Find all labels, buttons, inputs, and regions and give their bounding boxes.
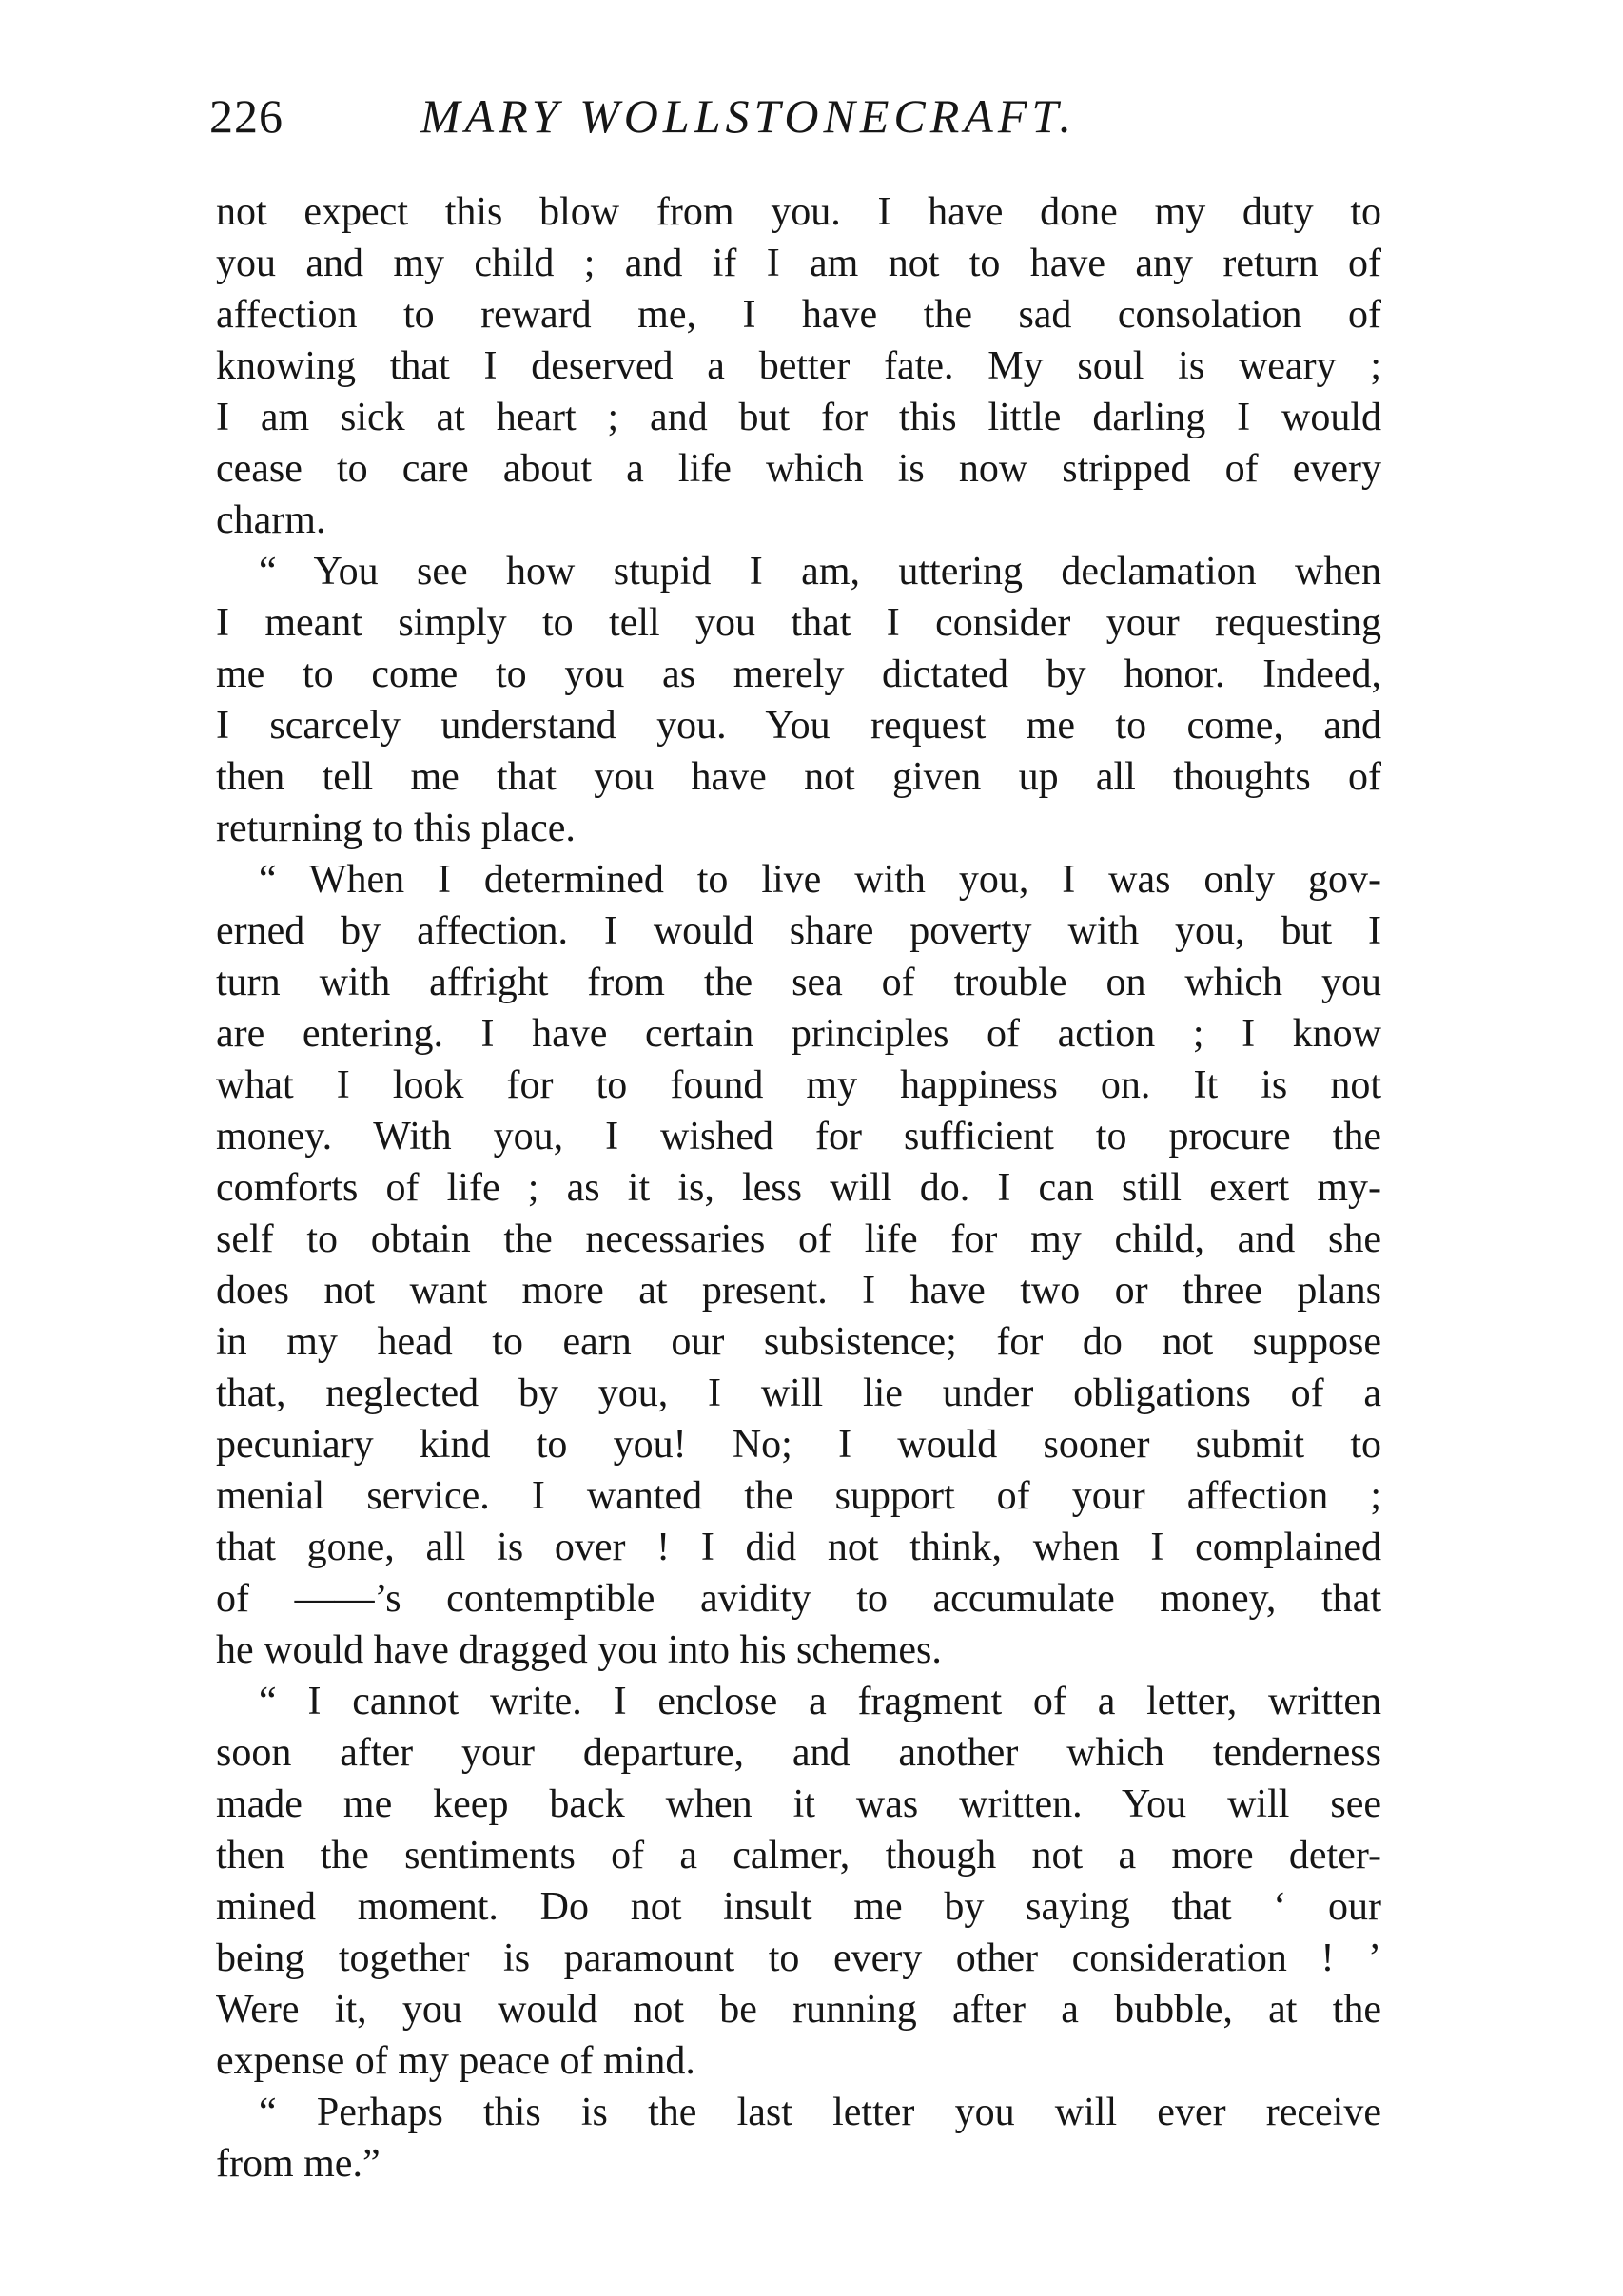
text-line: made me keep back when it was written. You will see — [216, 1782, 1381, 1826]
text-line: money. With you, I wished for sufficient to procure the — [216, 1115, 1381, 1158]
text-line: does not want more at present. I have two or three plans — [216, 1269, 1381, 1313]
page-header — [209, 78, 1446, 154]
text-line: of ——’s contemptible avidity to accumulate money, that — [216, 1577, 1381, 1621]
text-line: “ When I determined to live with you, I was only gov- — [259, 858, 1381, 902]
text-line: Were it, you would not be running after a bubble, at the — [216, 1988, 1381, 2032]
text-line: I scarcely understand you. You request me to come, and — [216, 704, 1381, 748]
text-line: mined moment. Do not insult me by saying that ‘ our — [216, 1885, 1381, 1929]
text-line: that gone, all is over ! I did not think, when I complained — [216, 1526, 1381, 1569]
text-line: I meant simply to tell you that I consider your requesting — [216, 601, 1381, 645]
body-text — [216, 186, 1381, 2189]
text-line: “ Perhaps this is the last letter you will ever receive — [259, 2091, 1381, 2134]
text-line: what I look for to found my happiness on. It is not — [216, 1063, 1381, 1107]
text-line: cease to care about a life which is now stripped of every — [216, 447, 1381, 491]
text-line: in my head to earn our subsistence; for do not suppose — [216, 1320, 1381, 1364]
text-line: expense of my peace of mind. — [216, 2039, 695, 2083]
text-line: menial service. I wanted the support of your affection ; — [216, 1474, 1381, 1518]
text-line: I am sick at heart ; and but for this little darling I would — [216, 396, 1381, 439]
text-line: he would have dragged you into his schemes. — [216, 1628, 942, 1672]
text-line: me to come to you as merely dictated by honor. Indeed, — [216, 652, 1381, 696]
text-line: knowing that I deserved a better fate. My soul is weary ; — [216, 344, 1381, 388]
text-line: then tell me that you have not given up all thoughts of — [216, 755, 1381, 799]
text-line: not expect this blow from you. I have done my duty to — [216, 190, 1381, 234]
text-line: that, neglected by you, I will lie under obligations of a — [216, 1372, 1381, 1415]
page-number: 226 — [209, 89, 284, 143]
running-head: MARY WOLLSTONECRAFT. — [420, 89, 1076, 143]
text-line: “ I cannot write. I enclose a fragment of a letter, written — [259, 1680, 1381, 1723]
text-line: you and my child ; and if I am not to have any return of — [216, 242, 1381, 285]
text-line: pecuniary kind to you! No; I would sooner submit to — [216, 1423, 1381, 1467]
text-line: soon after your departure, and another which tenderness — [216, 1731, 1381, 1775]
text-line: comforts of life ; as it is, less will do. I can still exert my- — [216, 1166, 1381, 1210]
text-line: from me.” — [216, 2142, 381, 2186]
text-line: affection to reward me, I have the sad consolation of — [216, 293, 1381, 337]
text-line: then the sentiments of a calmer, though not a more deter- — [216, 1834, 1381, 1878]
text-line: self to obtain the necessaries of life for my child, and she — [216, 1217, 1381, 1261]
text-line: being together is paramount to every other consideration ! ’ — [216, 1936, 1381, 1980]
text-line: charm. — [216, 498, 326, 542]
text-line: erned by affection. I would share poverty with you, but I — [216, 909, 1381, 953]
text-line: turn with affright from the sea of trouble on which you — [216, 961, 1381, 1004]
text-line: returning to this place. — [216, 807, 576, 850]
text-line: are entering. I have certain principles of action ; I know — [216, 1012, 1381, 1056]
text-line: “ You see how stupid I am, uttering declamation when — [259, 550, 1381, 593]
